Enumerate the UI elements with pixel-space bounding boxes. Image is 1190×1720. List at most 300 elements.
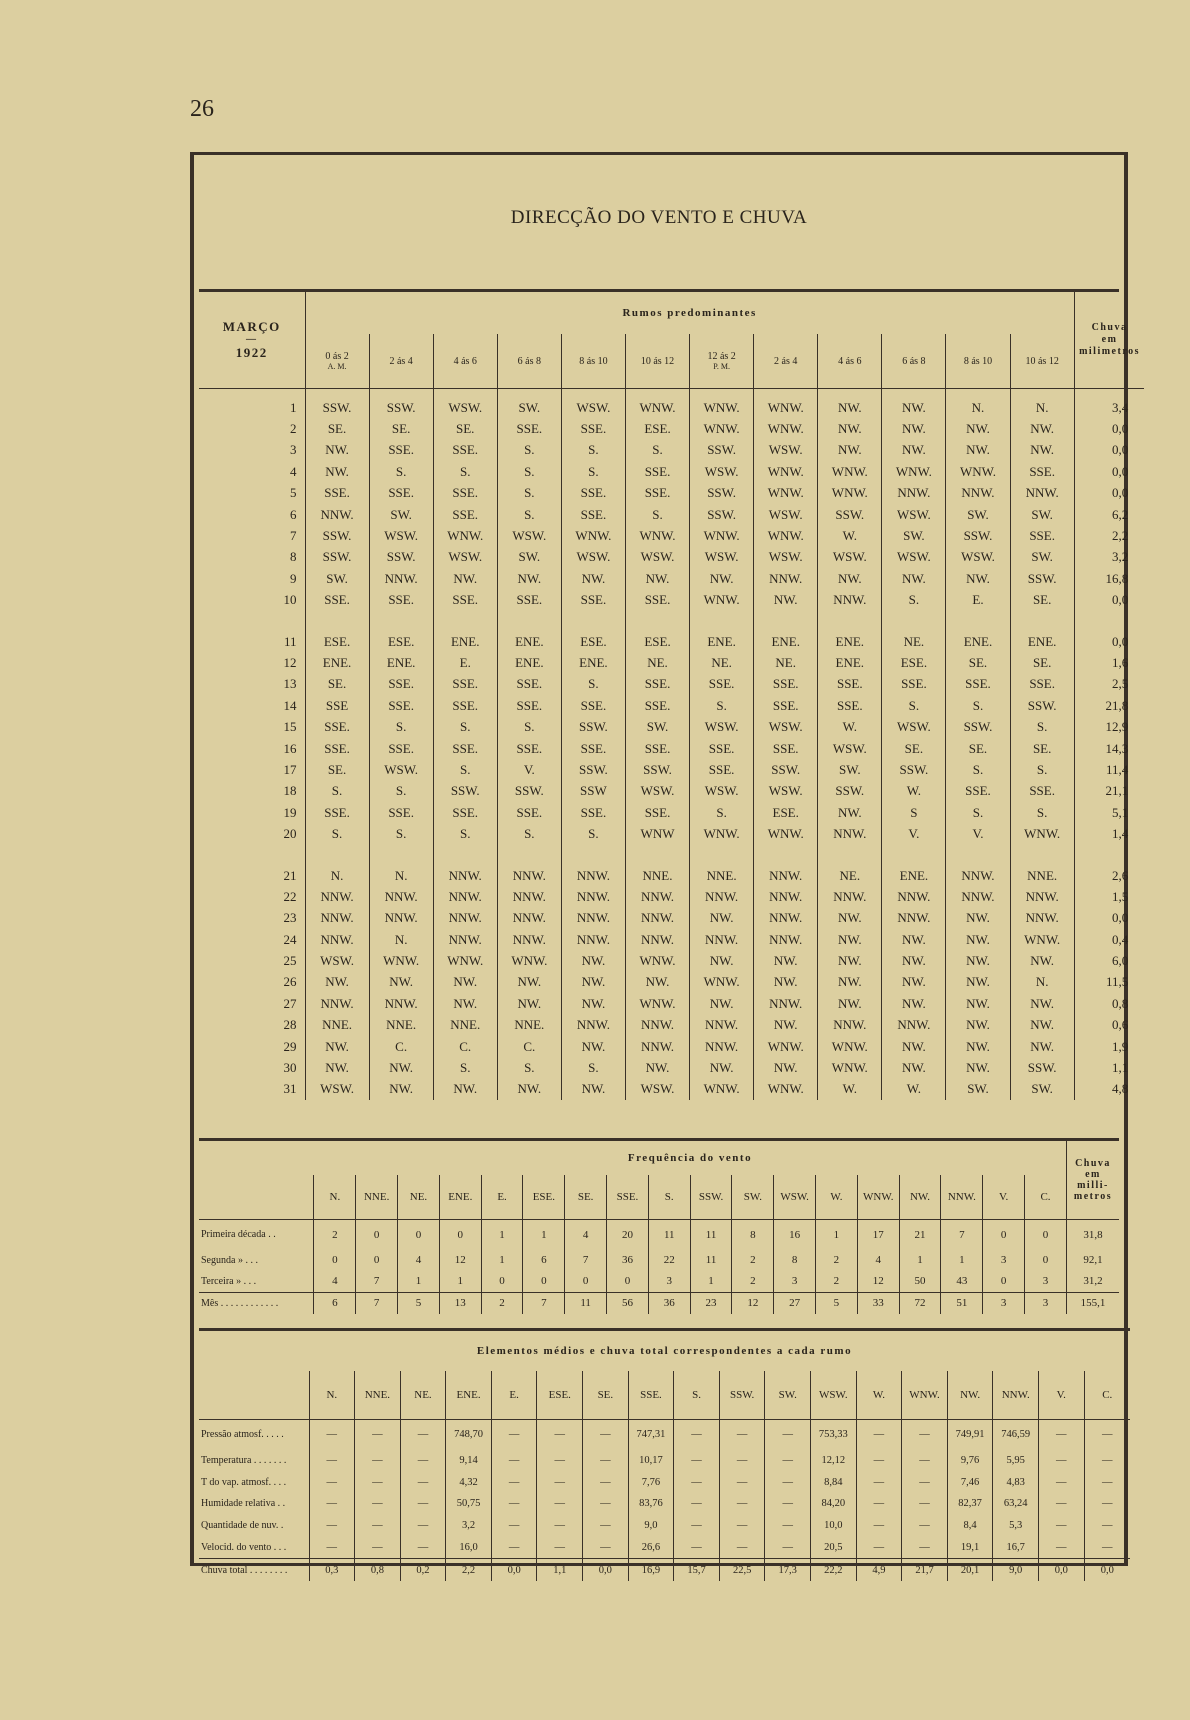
wind-direction-cell: WNW. bbox=[625, 950, 689, 971]
wind-direction-cell: SSE. bbox=[433, 674, 497, 695]
wind-direction-cell: NW. bbox=[497, 993, 561, 1014]
wind-direction-cell: N. bbox=[1010, 972, 1074, 993]
frequency-cell: 4 bbox=[398, 1250, 440, 1271]
element-cell: — bbox=[583, 1420, 629, 1450]
wind-direction-cell: SSE. bbox=[369, 695, 433, 716]
frequency-cell: 4 bbox=[857, 1250, 899, 1271]
wind-direction-cell: WSW. bbox=[818, 738, 882, 759]
wind-direction-cell: NW. bbox=[818, 929, 882, 950]
element-cell: — bbox=[583, 1537, 629, 1559]
wind-direction-cell: NW. bbox=[561, 1079, 625, 1100]
wind-direction-cell: NW. bbox=[946, 440, 1010, 461]
wind-direction-cell: E. bbox=[946, 590, 1010, 611]
element-cell: — bbox=[400, 1450, 446, 1472]
frequency-cell: 3 bbox=[1025, 1271, 1067, 1293]
wind-direction-cell: NW. bbox=[818, 389, 882, 419]
wind-direction-cell: NNW. bbox=[305, 504, 369, 525]
spacer-cell bbox=[754, 611, 818, 631]
day-number: 10 bbox=[283, 592, 297, 608]
direction-header: NE. bbox=[400, 1371, 446, 1420]
wind-direction-cell: SSE. bbox=[561, 738, 625, 759]
day-number: 26 bbox=[283, 974, 297, 990]
wind-direction-cell: NW. bbox=[433, 568, 497, 589]
wind-direction-cell: NW. bbox=[497, 972, 561, 993]
wind-direction-cell: WSW. bbox=[754, 504, 818, 525]
wind-direction-cell: NNW. bbox=[625, 1036, 689, 1057]
wind-direction-cell: SSW. bbox=[561, 759, 625, 780]
wind-direction-cell: NW. bbox=[690, 908, 754, 929]
frequency-cell: 23 bbox=[690, 1292, 732, 1314]
direction-header: S. bbox=[648, 1175, 690, 1220]
wind-direction-cell: W. bbox=[818, 716, 882, 737]
frequency-cell: 1 bbox=[899, 1250, 941, 1271]
table-row bbox=[199, 547, 1144, 568]
direction-header: WNW. bbox=[857, 1175, 899, 1220]
hour-header bbox=[561, 334, 625, 389]
wind-direction-cell: WNW. bbox=[369, 950, 433, 971]
frequency-cell: 0 bbox=[607, 1271, 649, 1293]
direction-header: ENE. bbox=[439, 1175, 481, 1220]
spacer-cell bbox=[433, 611, 497, 631]
wind-direction-cell: SSE. bbox=[305, 483, 369, 504]
element-cell: — bbox=[400, 1471, 446, 1493]
wind-direction-cell: NNW. bbox=[305, 993, 369, 1014]
wind-direction-cell: NW. bbox=[625, 972, 689, 993]
wind-direction-cell: WNW. bbox=[818, 483, 882, 504]
day-number: 5 bbox=[290, 485, 297, 501]
row-label: Temperatura . . . . . . . bbox=[201, 1454, 287, 1466]
spacer-cell bbox=[199, 611, 305, 631]
element-cell: — bbox=[719, 1450, 765, 1472]
rain-value: 2,5 bbox=[1074, 674, 1144, 695]
wind-direction-cell: S. bbox=[497, 1057, 561, 1078]
direction-header: SSE. bbox=[628, 1371, 674, 1420]
wind-direction-cell: NNW. bbox=[625, 929, 689, 950]
wind-direction-cell: NNW. bbox=[305, 886, 369, 907]
wind-direction-cell: NW. bbox=[818, 568, 882, 589]
wind-direction-cell: SSE. bbox=[690, 759, 754, 780]
wind-direction-cell: WSW. bbox=[625, 1079, 689, 1100]
element-cell: — bbox=[902, 1471, 948, 1493]
wind-direction-cell: SSE. bbox=[625, 483, 689, 504]
wind-direction-cell: WSW. bbox=[882, 504, 946, 525]
wind-direction-cell: NNE. bbox=[369, 1015, 433, 1036]
wind-direction-cell: SW. bbox=[1010, 504, 1074, 525]
element-cell: 10,0 bbox=[811, 1515, 857, 1537]
element-cell: — bbox=[1039, 1420, 1085, 1450]
wind-direction-cell: SE. bbox=[882, 738, 946, 759]
wind-direction-cell: SW. bbox=[946, 504, 1010, 525]
element-cell: 4,9 bbox=[856, 1559, 902, 1581]
wind-direction-cell: S. bbox=[561, 1057, 625, 1078]
rain-value: 1,4 bbox=[1074, 823, 1144, 844]
element-cell: 84,20 bbox=[811, 1493, 857, 1515]
wind-direction-cell: ENE. bbox=[818, 652, 882, 673]
element-cell: — bbox=[674, 1537, 720, 1559]
hour-range: 0 ás 2 bbox=[325, 351, 349, 362]
direction-header: WNW. bbox=[902, 1371, 948, 1420]
day-number: 7 bbox=[290, 528, 297, 544]
rain-value: 0,8 bbox=[1074, 993, 1144, 1014]
wind-direction-cell: S. bbox=[497, 483, 561, 504]
wind-direction-cell: WNW. bbox=[754, 525, 818, 546]
hour-header bbox=[497, 334, 561, 389]
wind-direction-cell: NNW. bbox=[1010, 908, 1074, 929]
spacer-cell bbox=[754, 845, 818, 865]
wind-direction-cell: NW. bbox=[369, 972, 433, 993]
element-cell: — bbox=[583, 1515, 629, 1537]
direction-header: NE. bbox=[398, 1175, 440, 1220]
direction-header: NNW. bbox=[993, 1371, 1039, 1420]
element-cell: 0,0 bbox=[491, 1559, 537, 1581]
spacer-cell bbox=[1010, 845, 1074, 865]
wind-direction-cell: WSW. bbox=[754, 440, 818, 461]
table-row bbox=[199, 950, 1144, 971]
element-cell: — bbox=[719, 1420, 765, 1450]
wind-direction-cell: W. bbox=[818, 525, 882, 546]
day-number: 21 bbox=[283, 867, 297, 883]
wind-direction-cell: NNW. bbox=[369, 993, 433, 1014]
wind-direction-cell: SSE. bbox=[946, 781, 1010, 802]
wind-direction-cell: NW. bbox=[625, 1057, 689, 1078]
wind-direction-cell: SSE. bbox=[433, 590, 497, 611]
wind-direction-cell: NW. bbox=[882, 1036, 946, 1057]
wind-direction-cell: SSE. bbox=[369, 590, 433, 611]
wind-direction-cell: W. bbox=[882, 781, 946, 802]
rain-value: 14,3 bbox=[1074, 738, 1144, 759]
element-cell: 21,7 bbox=[902, 1559, 948, 1581]
element-cell: — bbox=[583, 1450, 629, 1472]
direction-header: ESE. bbox=[523, 1175, 565, 1220]
spacer-cell bbox=[946, 611, 1010, 631]
blank-header bbox=[199, 1140, 314, 1176]
element-cell: 16,0 bbox=[446, 1537, 492, 1559]
wind-direction-cell: WNW. bbox=[1010, 929, 1074, 950]
wind-direction-cell: NW. bbox=[946, 568, 1010, 589]
rain-value: 5,1 bbox=[1074, 802, 1144, 823]
wind-direction-cell: WNW. bbox=[561, 525, 625, 546]
row-label: T do vap. atmosf. . . . bbox=[201, 1476, 287, 1488]
spacer-cell bbox=[882, 845, 946, 865]
rain-value: 3,2 bbox=[1074, 547, 1144, 568]
table-row bbox=[199, 1537, 1130, 1559]
element-cell: 4,83 bbox=[993, 1471, 1039, 1493]
frequency-cell: 0 bbox=[356, 1220, 398, 1250]
wind-direction-cell: NW. bbox=[882, 568, 946, 589]
day-number: 9 bbox=[290, 570, 297, 586]
hour-range: 10 ás 12 bbox=[1025, 355, 1059, 367]
wind-direction-cell: NNW. bbox=[882, 886, 946, 907]
wind-direction-cell: NNW. bbox=[561, 1015, 625, 1036]
element-cell: 8,4 bbox=[947, 1515, 993, 1537]
frequency-cell: 2 bbox=[816, 1271, 858, 1293]
wind-direction-cell: NNW. bbox=[497, 929, 561, 950]
element-cell: — bbox=[309, 1471, 355, 1493]
element-cell: 9,0 bbox=[993, 1559, 1039, 1581]
wind-direction-cell: NNW. bbox=[754, 908, 818, 929]
element-cell: — bbox=[674, 1493, 720, 1515]
spacer-cell bbox=[690, 845, 754, 865]
wind-direction-cell: NW. bbox=[433, 993, 497, 1014]
wind-direction-table bbox=[199, 292, 1144, 1100]
wind-direction-cell: NNE. bbox=[625, 865, 689, 886]
month-dash: — bbox=[246, 334, 258, 345]
element-cell: — bbox=[856, 1493, 902, 1515]
wind-direction-cell: NW. bbox=[882, 972, 946, 993]
direction-header: ENE. bbox=[446, 1371, 492, 1420]
wind-direction-cell: NW. bbox=[946, 929, 1010, 950]
wind-direction-cell: WNW. bbox=[690, 418, 754, 439]
table-row bbox=[199, 418, 1144, 439]
frequency-cell: 12 bbox=[439, 1250, 481, 1271]
frequency-cell: 3 bbox=[774, 1271, 816, 1293]
day-number: 25 bbox=[283, 953, 297, 969]
wind-direction-cell: NW. bbox=[946, 1036, 1010, 1057]
rain-value: 6,2 bbox=[1074, 504, 1144, 525]
wind-direction-cell: NW. bbox=[818, 972, 882, 993]
direction-header: W. bbox=[816, 1175, 858, 1220]
spacer-cell bbox=[1010, 611, 1074, 631]
frequency-cell: 51 bbox=[941, 1292, 983, 1314]
frequency-cell: 5 bbox=[816, 1292, 858, 1314]
element-cell: 2,2 bbox=[446, 1559, 492, 1581]
rain-value: 11,5 bbox=[1074, 972, 1144, 993]
wind-direction-cell: SSE. bbox=[625, 738, 689, 759]
wind-direction-cell: S. bbox=[369, 461, 433, 482]
wind-direction-cell: SW. bbox=[882, 525, 946, 546]
wind-direction-cell: NW. bbox=[690, 993, 754, 1014]
day-number: 6 bbox=[290, 506, 297, 522]
wind-direction-cell: SSE. bbox=[818, 695, 882, 716]
wind-direction-cell: SSW. bbox=[946, 716, 1010, 737]
direction-header: C. bbox=[1084, 1371, 1130, 1420]
page-number: 26 bbox=[190, 96, 214, 122]
day-number: 4 bbox=[290, 463, 297, 479]
rain-header-line: Chuva bbox=[1091, 322, 1128, 333]
wind-direction-cell: WSW. bbox=[561, 389, 625, 419]
wind-direction-cell: NNW. bbox=[1010, 886, 1074, 907]
blank-header bbox=[199, 1371, 309, 1420]
wind-direction-cell: S. bbox=[882, 695, 946, 716]
rain-value: 0,6 bbox=[1074, 1015, 1144, 1036]
wind-direction-cell: S. bbox=[690, 802, 754, 823]
wind-direction-cell: SSE. bbox=[433, 504, 497, 525]
rain-value: 92,1 bbox=[1066, 1250, 1119, 1271]
wind-direction-cell: WNW. bbox=[497, 950, 561, 971]
rain-value: 1,9 bbox=[1074, 1036, 1144, 1057]
day-number: 27 bbox=[283, 995, 297, 1011]
wind-direction-cell: SSW. bbox=[305, 389, 369, 419]
wind-direction-cell: WSW. bbox=[561, 547, 625, 568]
wind-direction-cell: V. bbox=[882, 823, 946, 844]
element-cell: — bbox=[765, 1471, 811, 1493]
hour-range: 4 ás 6 bbox=[453, 355, 477, 367]
wind-direction-cell: SSE. bbox=[497, 590, 561, 611]
wind-direction-cell: NW. bbox=[561, 568, 625, 589]
element-cell: — bbox=[902, 1537, 948, 1559]
wind-direction-cell: NW. bbox=[754, 590, 818, 611]
frequency-cell: 2 bbox=[816, 1250, 858, 1271]
wind-direction-cell: S. bbox=[497, 504, 561, 525]
element-cell: — bbox=[1084, 1471, 1130, 1493]
wind-direction-cell: NNW. bbox=[818, 590, 882, 611]
day-number: 23 bbox=[283, 910, 297, 926]
element-cell: — bbox=[1084, 1515, 1130, 1537]
wind-direction-cell: WNW. bbox=[625, 389, 689, 419]
wind-direction-cell: ENE. bbox=[690, 631, 754, 652]
table-row bbox=[199, 781, 1144, 802]
hour-range: 4 ás 6 bbox=[838, 355, 862, 367]
wind-direction-cell: NW. bbox=[754, 1015, 818, 1036]
wind-direction-cell: S. bbox=[497, 716, 561, 737]
element-cell: — bbox=[719, 1515, 765, 1537]
day-number: 16 bbox=[283, 740, 297, 756]
wind-direction-cell: WNW. bbox=[690, 972, 754, 993]
wind-direction-cell: NW. bbox=[1010, 1015, 1074, 1036]
table-row bbox=[199, 908, 1144, 929]
rain-header bbox=[1074, 292, 1144, 389]
wind-direction-cell: NNW. bbox=[882, 483, 946, 504]
wind-direction-cell: SSE. bbox=[497, 738, 561, 759]
table-row bbox=[199, 823, 1144, 844]
element-cell: — bbox=[309, 1537, 355, 1559]
rain-value: 4,8 bbox=[1074, 1079, 1144, 1100]
spacer-cell bbox=[497, 845, 561, 865]
wind-direction-cell: SSE. bbox=[561, 418, 625, 439]
wind-direction-cell: SE. bbox=[1010, 652, 1074, 673]
wind-direction-cell: NNW. bbox=[433, 908, 497, 929]
day-number: 2 bbox=[290, 421, 297, 437]
table-row bbox=[199, 652, 1144, 673]
element-cell: 22,2 bbox=[811, 1559, 857, 1581]
wind-direction-cell: SSE. bbox=[754, 695, 818, 716]
frequency-cell: 33 bbox=[857, 1292, 899, 1314]
element-cell: 753,33 bbox=[811, 1420, 857, 1450]
wind-direction-cell: SE. bbox=[1010, 590, 1074, 611]
table-row bbox=[199, 1250, 1119, 1271]
wind-direction-cell: ESE. bbox=[305, 631, 369, 652]
row-label: Pressão atmosf. . . . . bbox=[201, 1429, 284, 1441]
frequency-cell: 3 bbox=[648, 1271, 690, 1293]
wind-direction-cell: S. bbox=[946, 695, 1010, 716]
wind-direction-cell: NW. bbox=[946, 993, 1010, 1014]
hour-range: 8 ás 10 bbox=[579, 355, 608, 367]
wind-direction-cell: SSE bbox=[305, 695, 369, 716]
wind-direction-cell: WSW. bbox=[433, 547, 497, 568]
wind-direction-cell: NNW. bbox=[882, 908, 946, 929]
wind-direction-cell: NW. bbox=[818, 993, 882, 1014]
wind-direction-cell: NW. bbox=[1010, 440, 1074, 461]
element-cell: — bbox=[765, 1537, 811, 1559]
rain-header-line: metros bbox=[1073, 1191, 1113, 1202]
wind-direction-cell: S. bbox=[369, 716, 433, 737]
element-cell: — bbox=[902, 1515, 948, 1537]
element-cell: 17,3 bbox=[765, 1559, 811, 1581]
day-number: 22 bbox=[283, 888, 297, 904]
wind-direction-cell: SSE. bbox=[690, 674, 754, 695]
element-cell: — bbox=[902, 1493, 948, 1515]
direction-header: N. bbox=[314, 1175, 356, 1220]
day-number: 20 bbox=[283, 826, 297, 842]
wind-direction-cell: NW. bbox=[561, 993, 625, 1014]
wind-direction-cell: SSW. bbox=[690, 440, 754, 461]
wind-direction-cell: NNW. bbox=[497, 865, 561, 886]
frequency-cell: 36 bbox=[607, 1250, 649, 1271]
element-cell: 26,6 bbox=[628, 1537, 674, 1559]
page-title: DIRECÇÃO DO VENTO E CHUVA bbox=[510, 207, 808, 228]
wind-direction-cell: S. bbox=[625, 504, 689, 525]
wind-direction-cell: NE. bbox=[818, 865, 882, 886]
wind-direction-cell: N. bbox=[369, 865, 433, 886]
wind-direction-cell: S. bbox=[882, 590, 946, 611]
element-cell: 0,8 bbox=[355, 1559, 401, 1581]
element-cell: — bbox=[1084, 1493, 1130, 1515]
wind-direction-cell: SSE. bbox=[625, 802, 689, 823]
frequency-cell: 36 bbox=[648, 1292, 690, 1314]
wind-direction-cell: S. bbox=[625, 440, 689, 461]
element-cell: 4,32 bbox=[446, 1471, 492, 1493]
element-cell: — bbox=[355, 1450, 401, 1472]
wind-direction-cell: S. bbox=[433, 461, 497, 482]
direction-header: SE. bbox=[583, 1371, 629, 1420]
wind-direction-cell: NNW. bbox=[369, 908, 433, 929]
wind-direction-cell: SE. bbox=[369, 418, 433, 439]
hour-period: P. M. bbox=[713, 362, 730, 371]
element-cell: — bbox=[537, 1471, 583, 1493]
day-number: 18 bbox=[283, 783, 297, 799]
wind-direction-cell: SSE. bbox=[690, 738, 754, 759]
wind-direction-cell: E. bbox=[433, 652, 497, 673]
wind-direction-cell: SW. bbox=[369, 504, 433, 525]
frequency-cell: 50 bbox=[899, 1271, 941, 1293]
wind-direction-cell: SSW. bbox=[690, 483, 754, 504]
wind-direction-cell: SSE. bbox=[561, 590, 625, 611]
direction-header: WSW. bbox=[811, 1371, 857, 1420]
wind-direction-cell: WNW. bbox=[690, 525, 754, 546]
frequency-cell: 17 bbox=[857, 1220, 899, 1250]
element-cell: 12,12 bbox=[811, 1450, 857, 1472]
rain-value: 2,6 bbox=[1074, 865, 1144, 886]
hour-range: 12 ás 2 bbox=[707, 351, 736, 362]
day-number: 17 bbox=[283, 761, 297, 777]
element-cell: 9,14 bbox=[446, 1450, 492, 1472]
wind-direction-cell: WSW. bbox=[754, 716, 818, 737]
rain-header-line: em bbox=[1101, 334, 1118, 345]
frequency-cell: 8 bbox=[774, 1250, 816, 1271]
element-cell: 0,3 bbox=[309, 1559, 355, 1581]
element-cell: — bbox=[856, 1450, 902, 1472]
hour-header bbox=[625, 334, 689, 389]
table-row bbox=[199, 738, 1144, 759]
wind-direction-cell: NW. bbox=[433, 972, 497, 993]
wind-direction-cell: NW. bbox=[946, 1015, 1010, 1036]
wind-direction-cell: SSE. bbox=[754, 738, 818, 759]
rain-header-line: Chuva bbox=[1075, 1158, 1111, 1169]
direction-header: NNW. bbox=[941, 1175, 983, 1220]
element-cell: — bbox=[309, 1493, 355, 1515]
wind-direction-cell: SSE. bbox=[369, 738, 433, 759]
frequency-cell: 3 bbox=[1025, 1292, 1067, 1314]
direction-header: E. bbox=[491, 1371, 537, 1420]
element-cell: — bbox=[309, 1420, 355, 1450]
wind-direction-cell: SSE. bbox=[625, 695, 689, 716]
wind-direction-cell: NNW. bbox=[690, 1036, 754, 1057]
wind-direction-cell: WNW. bbox=[433, 950, 497, 971]
element-cell: — bbox=[856, 1515, 902, 1537]
wind-direction-cell: S. bbox=[1010, 802, 1074, 823]
wind-direction-cell: SSW. bbox=[1010, 1057, 1074, 1078]
frequency-cell: 4 bbox=[565, 1220, 607, 1250]
